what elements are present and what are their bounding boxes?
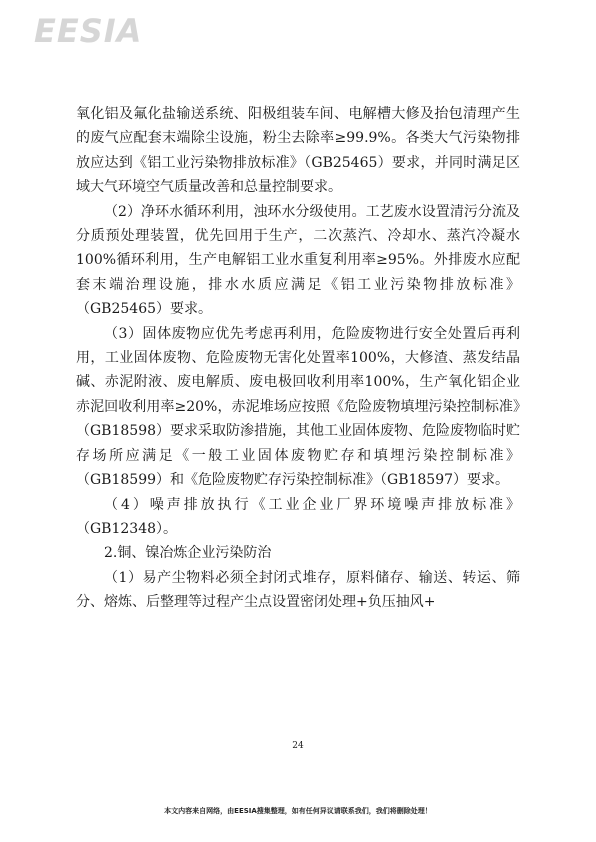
paragraph-2: （2）净环水循环利用，浊环水分级使用。工艺废水设置清污分流及分质预处理装置，优先回用于生产，二次蒸汽、冷却水、蒸汽冷凝水100%循环利用，生产电解铝工业水重复利用率≥95%。外排废水应配套末端治理设施，排水水质应满足《铝工业污染物排放标准》（GB25465）要求。 [76, 203, 520, 318]
page-number: 24 [292, 741, 304, 751]
paragraph-3: （3）固体废物应优先考虑再利用，危险废物进行安全处置后再利用，工业固体废物、危险废物无害化处置率100%，大修渣、蒸发结晶碱、赤泥附液、废电解质、废电极回收利用率100%，生产氧化铝企业赤泥回收利用率≥20%，赤泥堆场应按照《危险废物填埋污染控制标准》（GB18598）要求采取防渗措施，其他工业固体废物、危险废物临时贮存场所应满足《一般工业固体废物贮存和填埋污染控制标准》（GB18599）和《危险废物贮存污染控制标准》（GB18597）要求。 [76, 325, 521, 489]
paragraph-5: （1）易产尘物料必须全封闭式堆存，原料储存、输送、转运、筛分、熔炼、后整理等过程产尘点设置密闭处理+负压抽风+ [76, 569, 520, 611]
document-body [76, 102, 520, 615]
paragraph-1: 氧化铝及氟化盐输送系统、阳极组装车间、电解槽大修及抬包清理产生的废气应配套末端除尘设施，粉尘去除率≥99.9%。各类大气污染物排放应达到《铝工业污染物排放标准》（GB25465）要求，并同时满足区域大气环境空气质量改善和总量控制要求。 [76, 106, 520, 196]
footer-disclaimer: 本文内容来自网络，由EESIA搜集整理，如有任何异议请联系我们，我们将删除处理！ [164, 807, 432, 815]
paragraph-4: （4）噪声排放执行《工业企业厂界环境噪声排放标准》（GB12348）。 [76, 496, 520, 537]
section-heading: 2.铜、镍冶炼企业污染防治 [104, 545, 272, 562]
eesia-logo: EESIA [34, 12, 143, 50]
